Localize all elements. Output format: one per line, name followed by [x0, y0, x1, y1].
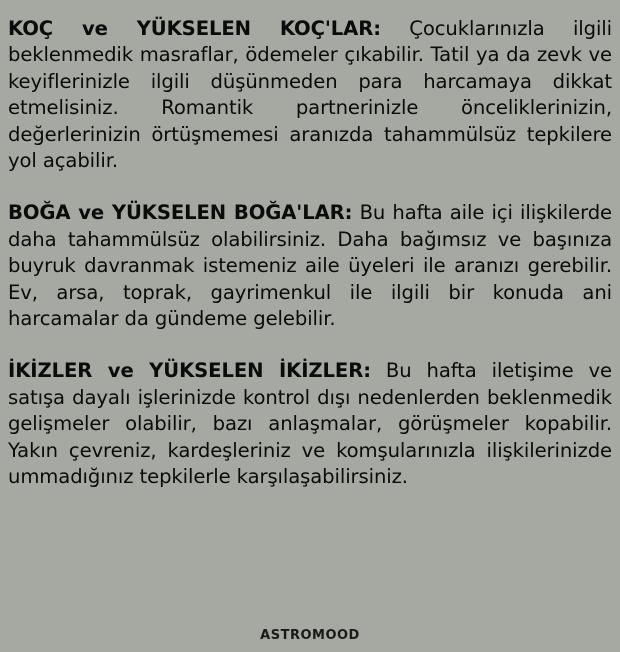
- horoscope-aries: [8, 16, 612, 174]
- sign-text: Çocuklarınızla ilgili beklenmedik masraflar, ödemeler çıkabilir. Tatil ya da zevk ve keyiflerinizle ilgili düşünmeden para harcamaya dikkat etmelisiniz. Romantik partnerinizle önceliklerinizin, değerlerinizin örtüşmemesi aranızda tahammülsüz tepkilere yol açabilir.: [8, 17, 612, 173]
- sign-title: KOÇ ve YÜKSELEN KOÇ'LAR:: [8, 17, 381, 40]
- sign-text: Bu hafta aile içi ilişkilerde daha tahammülsüz olabilirsiniz. Daha bağımsız ve başınıza buyruk davranmak istemeniz aile üyeleri ile aranızı gerebilir. Ev, arsa, toprak, gayrimenkul ile ilgili bir konuda ani harcamalar da gündeme gelebilir.: [8, 201, 612, 331]
- sign-text: Bu hafta iletişime ve satışa dayalı işlerinizde kontrol dışı nedenlerden beklenmedik gelişmeler olabilir, bazı anlaşmalar, görüşmeler kopabilir. Yakın çevreniz, kardeşleriniz ve komşularınızla ilişkilerinizde ummadığınız tepkilerle karşılaşabilirsiniz.: [8, 359, 612, 489]
- sign-title: BOĞA ve YÜKSELEN BOĞA'LAR:: [8, 201, 353, 225]
- astromood-watermark: ASTROMOOD: [260, 628, 360, 643]
- horoscope-gemini: [8, 358, 612, 490]
- horoscope-taurus: [8, 200, 612, 332]
- sign-title: İKİZLER ve YÜKSELEN İKİZLER:: [8, 359, 371, 383]
